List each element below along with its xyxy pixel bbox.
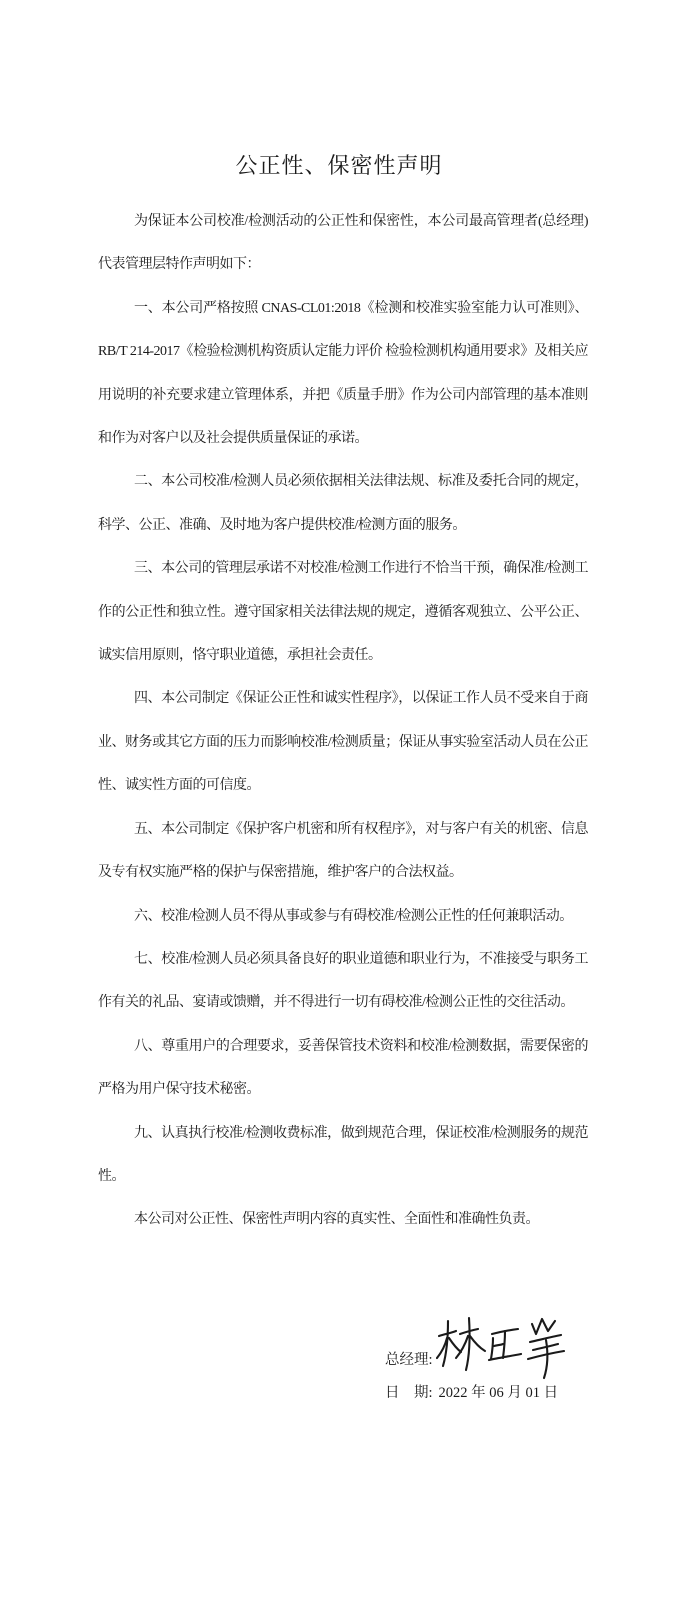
date-label: 日 期: <box>385 1385 433 1401</box>
page-title: 公正性、保密性声明 <box>235 153 443 178</box>
date-line <box>385 1381 558 1402</box>
statement-paragraph-9: 九、认真执行校准/检测收费标准，做到规范合理，保证校准/检测服务的规范性。 <box>98 1125 588 1184</box>
statement-paragraph-5: 五、本公司制定《保护客户机密和所有权程序》，对与客户有关的机密、信息及专有权实施严格的保护与保密措施，维护客户的合法权益。 <box>98 821 588 881</box>
statement-paragraph-8: 八、尊重用户的合理要求，妥善保管技术资料和校准/检测数据，需要保密的严格为用户保守技术秘密。 <box>98 1038 588 1098</box>
statement-paragraph-1: 一、本公司严格按照 CNAS-CL01:2018《检测和校准实验室能力认可准则》、RB/T 214-2017《检验检测机构资质认定能力评价 检验检测机构通用要求》及相关应用说明的补充要求建立管理体系，并把《质量手册》作为公司内部管理的基本准则和作为对客户以及社会提供质量保证的承诺。 <box>98 300 588 447</box>
statement-paragraph-3: 三、本公司的管理层承诺不对校准/检测工作进行不恰当干预，确保准/检测工作的公正性和独立性。遵守国家相关法律法规的规定，遵循客观独立、公平公正、诚实信用原则，恪守职业道德，承担社会责任。 <box>98 561 588 664</box>
general-manager-label: 总经理: <box>385 1352 433 1368</box>
date-value: 2022 年 06 月 01 日 <box>438 1385 559 1401</box>
statement-paragraph-6: 六、校准/检测人员不得从事或参与有碍校准/检测公正性的任何兼职活动。 <box>134 908 573 924</box>
closing-paragraph: 本公司对公正性、保密性声明内容的真实性、全面性和准确性负责。 <box>134 1212 539 1228</box>
statement-paragraph-2: 二、本公司校准/检测人员必须依据相关法律法规、标准及委托合同的规定，科学、公正、准确、及时地为客户提供校准/检测方面的服务。 <box>98 474 588 533</box>
statement-paragraph-4: 四、本公司制定《保证公正性和诚实性程序》，以保证工作人员不受来自于商业、财务或其它方面的压力而影响校准/检测质量；保证从事实验室活动人员在公正性、诚实性方面的可信度。 <box>98 691 588 794</box>
signature-strokes-icon <box>436 1314 566 1380</box>
intro-paragraph: 为保证本公司校准/检测活动的公正性和保密性，本公司最高管理者(总经理)代表管理层特作声明如下： <box>98 214 588 273</box>
manager-signature-handwriting <box>436 1314 566 1380</box>
document-body <box>98 200 588 1242</box>
statement-paragraph-7: 七、校准/检测人员必须具备良好的职业道德和职业行为，不准接受与职务工作有关的礼品、宴请或馈赠，并不得进行一切有碍校准/检测公正性的交往活动。 <box>98 951 588 1011</box>
